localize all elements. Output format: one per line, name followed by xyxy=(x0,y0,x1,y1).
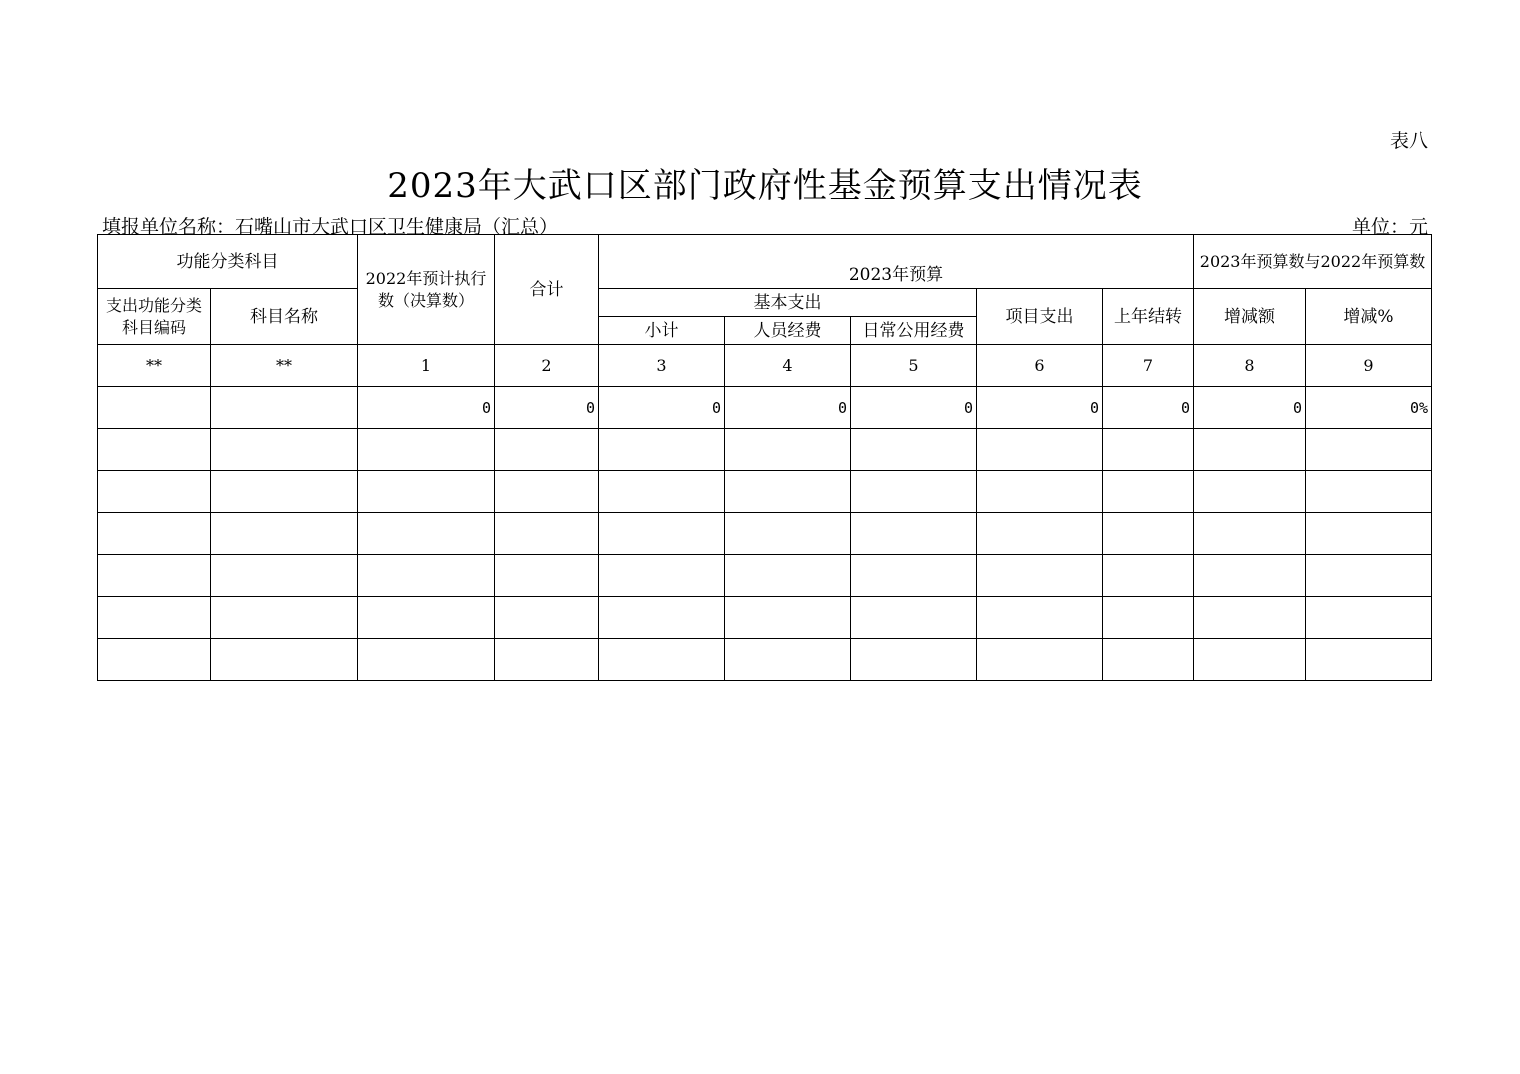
header-daily-public: 日常公用经费 xyxy=(851,317,977,345)
table-cell xyxy=(1306,471,1432,513)
table-cell xyxy=(599,429,725,471)
table-cell xyxy=(358,555,495,597)
table-cell xyxy=(1194,639,1306,681)
table-cell xyxy=(599,597,725,639)
table-cell xyxy=(851,513,977,555)
table-cell xyxy=(1103,597,1194,639)
table-cell xyxy=(1306,513,1432,555)
table-cell xyxy=(1306,429,1432,471)
table-cell xyxy=(599,471,725,513)
table-cell xyxy=(495,471,599,513)
header-subtotal: 小计 xyxy=(599,317,725,345)
table-cell xyxy=(1103,639,1194,681)
index-cell: 8 xyxy=(1194,345,1306,387)
table-cell: 0 xyxy=(725,387,851,429)
table-row xyxy=(98,471,1432,513)
table-cell xyxy=(1103,513,1194,555)
table-cell xyxy=(1306,555,1432,597)
table-row xyxy=(98,513,1432,555)
header-compare: 2023年预算数与2022年预算数 xyxy=(1194,235,1432,289)
table-row xyxy=(98,639,1432,681)
table-cell xyxy=(211,597,358,639)
table-cell xyxy=(599,639,725,681)
header-prev-exec: 2022年预计执行数（决算数） xyxy=(358,235,495,345)
table-cell xyxy=(1194,555,1306,597)
table-cell xyxy=(495,429,599,471)
table-cell xyxy=(358,471,495,513)
table-cell: 0 xyxy=(358,387,495,429)
header-basic-exp: 基本支出 xyxy=(599,289,977,317)
header-personnel: 人员经费 xyxy=(725,317,851,345)
table-cell xyxy=(725,513,851,555)
table-cell xyxy=(211,639,358,681)
table-cell: 0 xyxy=(977,387,1103,429)
table-cell xyxy=(725,639,851,681)
index-cell: 7 xyxy=(1103,345,1194,387)
currency-unit: 单位：元 xyxy=(1351,216,1428,238)
header-project-exp: 项目支出 xyxy=(977,289,1103,345)
table-cell xyxy=(98,429,211,471)
table-cell xyxy=(851,639,977,681)
page-title: 2023年大武口区部门政府性基金预算支出情况表 xyxy=(387,166,1143,206)
table-cell xyxy=(725,429,851,471)
table-cell xyxy=(358,639,495,681)
table-cell xyxy=(851,597,977,639)
budget-table xyxy=(97,234,1432,681)
table-cell xyxy=(1194,429,1306,471)
table-cell xyxy=(98,555,211,597)
table-cell xyxy=(98,513,211,555)
index-row xyxy=(98,345,1432,387)
table-cell xyxy=(358,597,495,639)
index-cell: ** xyxy=(98,345,211,387)
table-cell: 0 xyxy=(1103,387,1194,429)
table-cell xyxy=(977,555,1103,597)
header-func-code: 支出功能分类科目编码 xyxy=(98,289,211,345)
table-cell xyxy=(98,597,211,639)
table-cell xyxy=(211,387,358,429)
table-cell xyxy=(1306,597,1432,639)
header-row-1 xyxy=(98,235,1432,289)
table-cell xyxy=(1103,471,1194,513)
table-cell xyxy=(725,471,851,513)
index-cell: 2 xyxy=(495,345,599,387)
table-cell xyxy=(1103,429,1194,471)
table-cell xyxy=(977,597,1103,639)
table-cell xyxy=(211,555,358,597)
table-cell xyxy=(211,429,358,471)
index-cell: 3 xyxy=(599,345,725,387)
table-cell xyxy=(358,429,495,471)
table-cell xyxy=(977,429,1103,471)
index-cell: 4 xyxy=(725,345,851,387)
index-cell: 9 xyxy=(1306,345,1432,387)
table-cell xyxy=(358,513,495,555)
index-cell: 6 xyxy=(977,345,1103,387)
table-cell xyxy=(725,597,851,639)
table-cell: 0 xyxy=(495,387,599,429)
table-cell xyxy=(495,639,599,681)
table-cell xyxy=(98,387,211,429)
table-number: 表八 xyxy=(1389,130,1428,152)
index-cell: ** xyxy=(211,345,358,387)
table-cell xyxy=(495,513,599,555)
table-cell xyxy=(211,513,358,555)
table-cell: 0% xyxy=(1306,387,1432,429)
table-row xyxy=(98,597,1432,639)
header-change-amount: 增减额 xyxy=(1194,289,1306,345)
table-cell xyxy=(98,639,211,681)
table-cell xyxy=(211,471,358,513)
table-cell xyxy=(98,471,211,513)
table-cell xyxy=(977,513,1103,555)
header-total: 合计 xyxy=(495,235,599,345)
header-row-2 xyxy=(98,289,1432,317)
table-cell: 0 xyxy=(851,387,977,429)
table-cell xyxy=(599,513,725,555)
table-cell: 0 xyxy=(599,387,725,429)
table-cell xyxy=(1194,597,1306,639)
table-cell xyxy=(1194,513,1306,555)
table-cell xyxy=(599,555,725,597)
table-row xyxy=(98,387,1432,429)
filler-unit-name: 填报单位名称：石嘴山市大武口区卫生健康局（汇总） xyxy=(102,216,559,238)
table-cell xyxy=(725,555,851,597)
header-func-class: 功能分类科目 xyxy=(98,235,358,289)
header-budget-2023: 2023年预算 xyxy=(599,235,1194,289)
table-cell xyxy=(1103,555,1194,597)
table-cell xyxy=(1194,471,1306,513)
table-cell xyxy=(495,597,599,639)
table-cell xyxy=(977,471,1103,513)
table-cell xyxy=(1306,639,1432,681)
table-row xyxy=(98,429,1432,471)
index-cell: 5 xyxy=(851,345,977,387)
header-carryover: 上年结转 xyxy=(1103,289,1194,345)
index-cell: 1 xyxy=(358,345,495,387)
table-cell xyxy=(977,639,1103,681)
table-cell: 0 xyxy=(1194,387,1306,429)
table-cell xyxy=(851,555,977,597)
table-cell xyxy=(495,555,599,597)
header-subject-name: 科目名称 xyxy=(211,289,358,345)
table-cell xyxy=(851,471,977,513)
table-row xyxy=(98,555,1432,597)
table-cell xyxy=(851,429,977,471)
header-change-pct: 增减% xyxy=(1306,289,1432,345)
